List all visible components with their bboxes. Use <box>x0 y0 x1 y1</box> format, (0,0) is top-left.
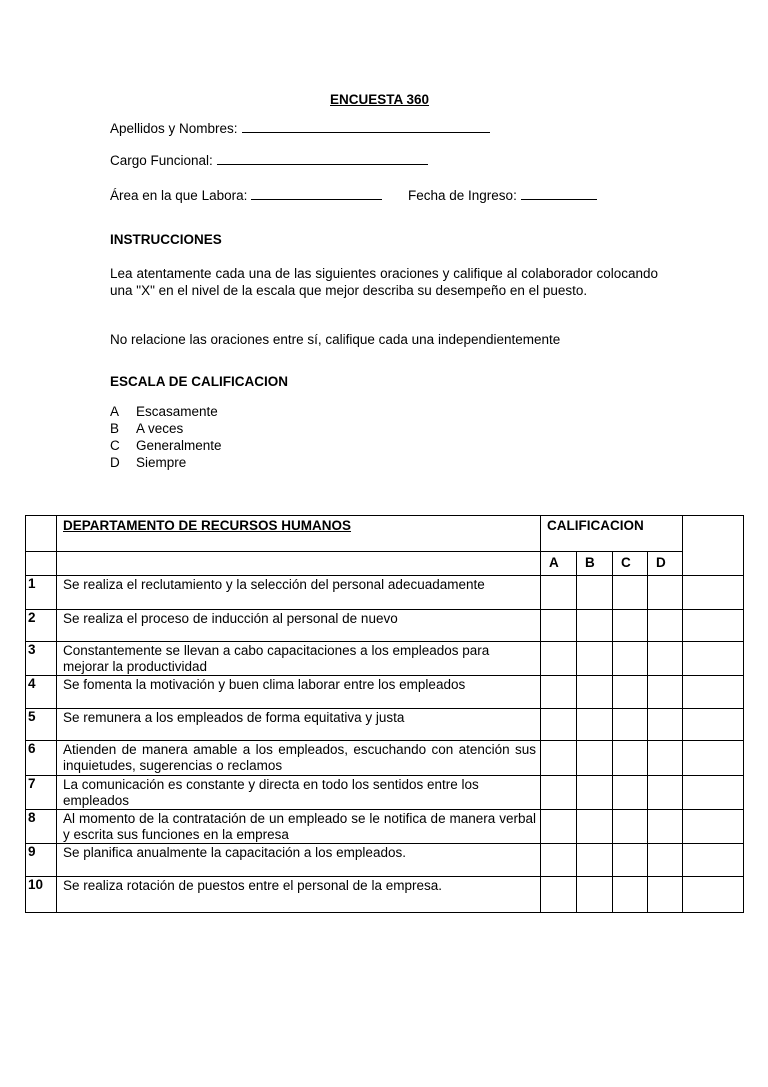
row-extra-cell <box>683 642 744 676</box>
scale-label: Siempre <box>136 455 187 470</box>
survey-table <box>25 515 744 913</box>
page-title: ENCUESTA 360 <box>330 92 430 107</box>
row-statement: La comunicación es constante y directa en todo los sentidos entre los empleados <box>57 776 541 810</box>
instrucciones-paragraph-2: No relacione las oraciones entre sí, califique cada una independientemente <box>110 332 561 347</box>
rating-cell-c[interactable] <box>613 776 648 810</box>
row-statement: Atienden de manera amable a los empleados, escuchando con atención sus inquietudes, sugerencias o reclamos <box>57 741 541 776</box>
fecha-field[interactable] <box>408 187 597 203</box>
rating-cell-c[interactable] <box>613 844 648 877</box>
rating-cell-b[interactable] <box>577 642 613 676</box>
rating-cell-d[interactable] <box>648 810 683 844</box>
row-extra-cell <box>683 676 744 709</box>
scale-label: Generalmente <box>136 438 222 453</box>
scale-letter: B <box>110 421 120 436</box>
row-statement: Se realiza rotación de puestos entre el personal de la empresa. <box>57 877 541 913</box>
row-extra-cell <box>683 844 744 877</box>
row-number: 5 <box>26 709 57 741</box>
rating-cell-d[interactable] <box>648 877 683 913</box>
rating-cell-a[interactable] <box>541 642 577 676</box>
rating-cell-d[interactable] <box>648 844 683 877</box>
table-header-extra <box>683 516 744 576</box>
rating-cell-c[interactable] <box>613 741 648 776</box>
row-statement: Al momento de la contratación de un empleado se le notifica de manera verbal y escrita sus funciones en la empresa <box>57 810 541 844</box>
scale-item-b <box>110 420 183 437</box>
rating-cell-b[interactable] <box>577 844 613 877</box>
cargo-label: Cargo Funcional: <box>110 153 213 168</box>
rating-cell-c[interactable] <box>613 642 648 676</box>
rating-cell-c[interactable] <box>613 877 648 913</box>
scale-letter: C <box>110 438 120 453</box>
rating-cell-c[interactable] <box>613 810 648 844</box>
rating-cell-b[interactable] <box>577 676 613 709</box>
row-extra-cell <box>683 709 744 741</box>
area-field[interactable] <box>110 187 382 203</box>
row-number: 7 <box>26 776 57 810</box>
rating-cell-d[interactable] <box>648 610 683 642</box>
rating-cell-b[interactable] <box>577 877 613 913</box>
row-number: 8 <box>26 810 57 844</box>
rating-cell-c[interactable] <box>613 610 648 642</box>
row-number: 4 <box>26 676 57 709</box>
table-row <box>26 610 744 642</box>
calificacion-heading: CALIFICACION <box>541 516 683 552</box>
table-row <box>26 810 744 844</box>
row-extra-cell <box>683 776 744 810</box>
row-statement: Constantemente se llevan a cabo capacitaciones a los empleados para mejorar la productividad <box>57 642 541 676</box>
table-letters-text <box>57 552 541 576</box>
scale-label: A veces <box>136 421 184 436</box>
row-extra-cell <box>683 576 744 610</box>
rating-cell-b[interactable] <box>577 810 613 844</box>
rating-cell-c[interactable] <box>613 576 648 610</box>
fecha-label: Fecha de Ingreso: <box>408 188 517 203</box>
rating-cell-a[interactable] <box>541 844 577 877</box>
rating-cell-b[interactable] <box>577 610 613 642</box>
table-letters-row <box>26 552 744 576</box>
area-label: Área en la que Labora: <box>110 188 248 203</box>
row-number: 9 <box>26 844 57 877</box>
rating-cell-a[interactable] <box>541 877 577 913</box>
scale-item-d <box>110 454 186 471</box>
rating-cell-a[interactable] <box>541 776 577 810</box>
table-row <box>26 709 744 741</box>
cargo-field[interactable] <box>110 152 428 168</box>
rating-cell-d[interactable] <box>648 642 683 676</box>
row-number: 3 <box>26 642 57 676</box>
rating-cell-a[interactable] <box>541 576 577 610</box>
rating-cell-a[interactable] <box>541 810 577 844</box>
table-header-row <box>26 516 744 552</box>
rating-cell-c[interactable] <box>613 709 648 741</box>
rating-cell-b[interactable] <box>577 741 613 776</box>
rating-cell-a[interactable] <box>541 610 577 642</box>
rating-cell-b[interactable] <box>577 709 613 741</box>
table-row <box>26 576 744 610</box>
instrucciones-paragraph-1: Lea atentamente cada una de las siguientes oraciones y califique al colaborador colocando una "X" en el nivel de la escala que mejor describa su desempeño en el puesto. <box>110 266 658 298</box>
row-statement: Se realiza el reclutamiento y la selección del personal adecuadamente <box>57 576 541 610</box>
table-row <box>26 642 744 676</box>
rating-cell-a[interactable] <box>541 676 577 709</box>
table-row <box>26 741 744 776</box>
column-letter-c: C <box>613 552 648 576</box>
scale-letter: A <box>110 404 120 419</box>
table-letters-num <box>26 552 57 576</box>
rating-cell-d[interactable] <box>648 741 683 776</box>
area-blank[interactable] <box>251 187 382 200</box>
column-letter-d: D <box>648 552 683 576</box>
cargo-blank[interactable] <box>217 152 428 165</box>
apellidos-label: Apellidos y Nombres: <box>110 121 238 136</box>
rating-cell-d[interactable] <box>648 576 683 610</box>
row-statement: Se realiza el proceso de inducción al personal de nuevo <box>57 610 541 642</box>
scale-label: Escasamente <box>136 404 218 419</box>
row-statement: Se fomenta la motivación y buen clima laborar entre los empleados <box>57 676 541 709</box>
rating-cell-d[interactable] <box>648 709 683 741</box>
rating-cell-b[interactable] <box>577 576 613 610</box>
fecha-blank[interactable] <box>521 187 597 200</box>
row-number: 2 <box>26 610 57 642</box>
row-extra-cell <box>683 877 744 913</box>
column-letter-a: A <box>541 552 577 576</box>
rating-cell-c[interactable] <box>613 676 648 709</box>
rating-cell-a[interactable] <box>541 741 577 776</box>
row-extra-cell <box>683 610 744 642</box>
table-row <box>26 877 744 913</box>
rating-cell-a[interactable] <box>541 709 577 741</box>
scale-item-c <box>110 437 222 454</box>
row-number: 6 <box>26 741 57 776</box>
rating-cell-d[interactable] <box>648 776 683 810</box>
department-heading: DEPARTAMENTO DE RECURSOS HUMANOS <box>57 516 541 552</box>
row-statement: Se remunera a los empleados de forma equitativa y justa <box>57 709 541 741</box>
scale-letter: D <box>110 455 120 470</box>
apellidos-field[interactable] <box>110 120 490 136</box>
table-row <box>26 676 744 709</box>
row-number: 10 <box>26 877 57 913</box>
rating-cell-d[interactable] <box>648 676 683 709</box>
scale-item-a <box>110 403 218 420</box>
row-extra-cell <box>683 810 744 844</box>
row-number: 1 <box>26 576 57 610</box>
table-header-num <box>26 516 57 552</box>
rating-cell-b[interactable] <box>577 776 613 810</box>
column-letter-b: B <box>577 552 613 576</box>
table-row <box>26 776 744 810</box>
row-statement: Se planifica anualmente la capacitación a los empleados. <box>57 844 541 877</box>
escala-heading: ESCALA DE CALIFICACION <box>110 374 288 389</box>
instrucciones-heading: INSTRUCCIONES <box>110 232 222 247</box>
table-row <box>26 844 744 877</box>
apellidos-blank[interactable] <box>242 120 490 133</box>
row-extra-cell <box>683 741 744 776</box>
